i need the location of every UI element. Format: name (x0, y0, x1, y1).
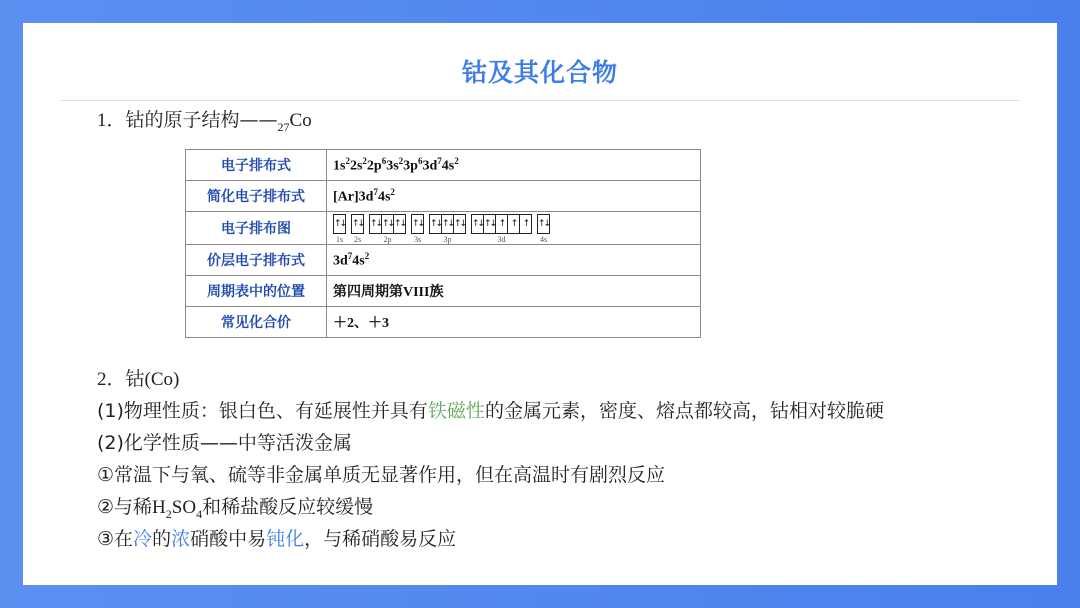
concentrated-highlight: 浓 (171, 528, 191, 550)
table-row (186, 181, 701, 212)
orbital-box: ↑↓ (537, 214, 550, 234)
orbital-box: ↑ (519, 214, 532, 234)
reaction-line-1: ①常温下与氧、硫等非金属单质无显著作用，但在高温时有剧烈反应 (97, 464, 666, 486)
line-text: ③在 (97, 528, 134, 550)
orbital-box: ↑↓ (381, 214, 394, 234)
orbital-group-3p (429, 214, 466, 244)
orbital-label: 4s (539, 235, 548, 244)
chemical-properties-line: (2)化学性质——中等活泼金属 (97, 432, 352, 454)
orbital-box: ↑↓ (369, 214, 382, 234)
row-label: 简化电子排布式 (186, 181, 327, 212)
title-divider (61, 100, 1019, 101)
reaction-line-3 (97, 523, 1037, 555)
reaction-line-2 (97, 491, 1037, 523)
atomic-structure-table (185, 149, 701, 338)
valence-config-value: $3d^74s^2$ (327, 245, 701, 276)
orbital-label: 2s (353, 235, 362, 244)
electron-config-value: $1s^22s^22p^63s^23p^63d^74s^2$ (327, 150, 701, 181)
orbital-diagram-cell (327, 212, 701, 245)
orbital-box: ↑↓ (441, 214, 454, 234)
section2-paren: (Co) (144, 369, 180, 390)
passivation-highlight: 钝化 (266, 528, 305, 550)
section1-heading (97, 105, 312, 135)
orbital-box: ↑↓ (393, 214, 406, 234)
table-row (186, 307, 701, 338)
row-label: 价层电子排布式 (186, 245, 327, 276)
slide-card (23, 23, 1057, 585)
line-text: 的金属元素，密度、熔点都较高，钴相对较脆硬 (484, 400, 884, 422)
orbital-group-2s (351, 214, 364, 244)
orbital-group-4s (537, 214, 550, 244)
table-row (186, 212, 701, 245)
slide-title: 钴及其化合物 (461, 58, 618, 87)
orbital-box: ↑ (495, 214, 508, 234)
orbital-label: 1s (335, 235, 344, 244)
row-label: 常见化合价 (186, 307, 327, 338)
orbital-group-2p (369, 214, 406, 244)
periodic-position-value: 第四周期第VIII族 (327, 276, 701, 307)
section2 (97, 363, 1037, 555)
line-text: 硝酸中易 (190, 528, 267, 550)
simplified-config-value: $[Ar]3d^74s^2$ (327, 181, 701, 212)
orbital-label: 3p (443, 235, 452, 244)
ferromagnetism-highlight: 铁磁性 (427, 400, 485, 422)
formula-text: SO (171, 497, 197, 518)
section1-number: 1． (97, 110, 126, 131)
formula-subscript: 4 (196, 506, 203, 521)
line-text: ，与稀硝酸易反应 (304, 528, 457, 550)
orbital-group-1s (333, 214, 346, 244)
formula-text: H (152, 497, 166, 518)
physical-properties-line (97, 395, 1037, 427)
line-text: 和稀盐酸反应较缓慢 (202, 496, 374, 518)
orbital-label: 3d (497, 235, 506, 244)
line-text: (1)物理性质：银白色、有延展性并具有 (97, 400, 428, 422)
section2-number: 2． (97, 369, 126, 390)
line-text: ②与稀 (97, 496, 153, 518)
section2-title: 钴 (125, 368, 145, 390)
orbital-box: ↑↓ (351, 214, 364, 234)
orbital-box: ↑↓ (333, 214, 346, 234)
orbital-box: ↑↓ (483, 214, 496, 234)
orbital-diagram (333, 212, 694, 244)
orbital-box: ↑↓ (453, 214, 466, 234)
valence-states-value: ＋2、＋3 (327, 307, 701, 338)
row-label: 电子排布图 (186, 212, 327, 245)
table-row (186, 245, 701, 276)
section1-text: 钴的原子结构—— (125, 109, 278, 131)
orbital-group-3s (411, 214, 424, 244)
orbital-box: ↑↓ (429, 214, 442, 234)
element-symbol: Co (289, 110, 312, 131)
table-row (186, 276, 701, 307)
formula-subscript: 2 (165, 506, 172, 521)
orbital-label: 3s (413, 235, 422, 244)
orbital-box: ↑ (507, 214, 520, 234)
table-row (186, 150, 701, 181)
section2-heading (97, 363, 1037, 395)
orbital-box: ↑↓ (411, 214, 424, 234)
cold-highlight: 冷 (133, 528, 153, 550)
orbital-group-3d (471, 214, 532, 244)
orbital-label: 2p (383, 235, 392, 244)
row-label: 周期表中的位置 (186, 276, 327, 307)
line-text: 的 (152, 528, 172, 550)
atomic-number: 27 (277, 119, 290, 134)
orbital-box: ↑↓ (471, 214, 484, 234)
row-label: 电子排布式 (186, 150, 327, 181)
